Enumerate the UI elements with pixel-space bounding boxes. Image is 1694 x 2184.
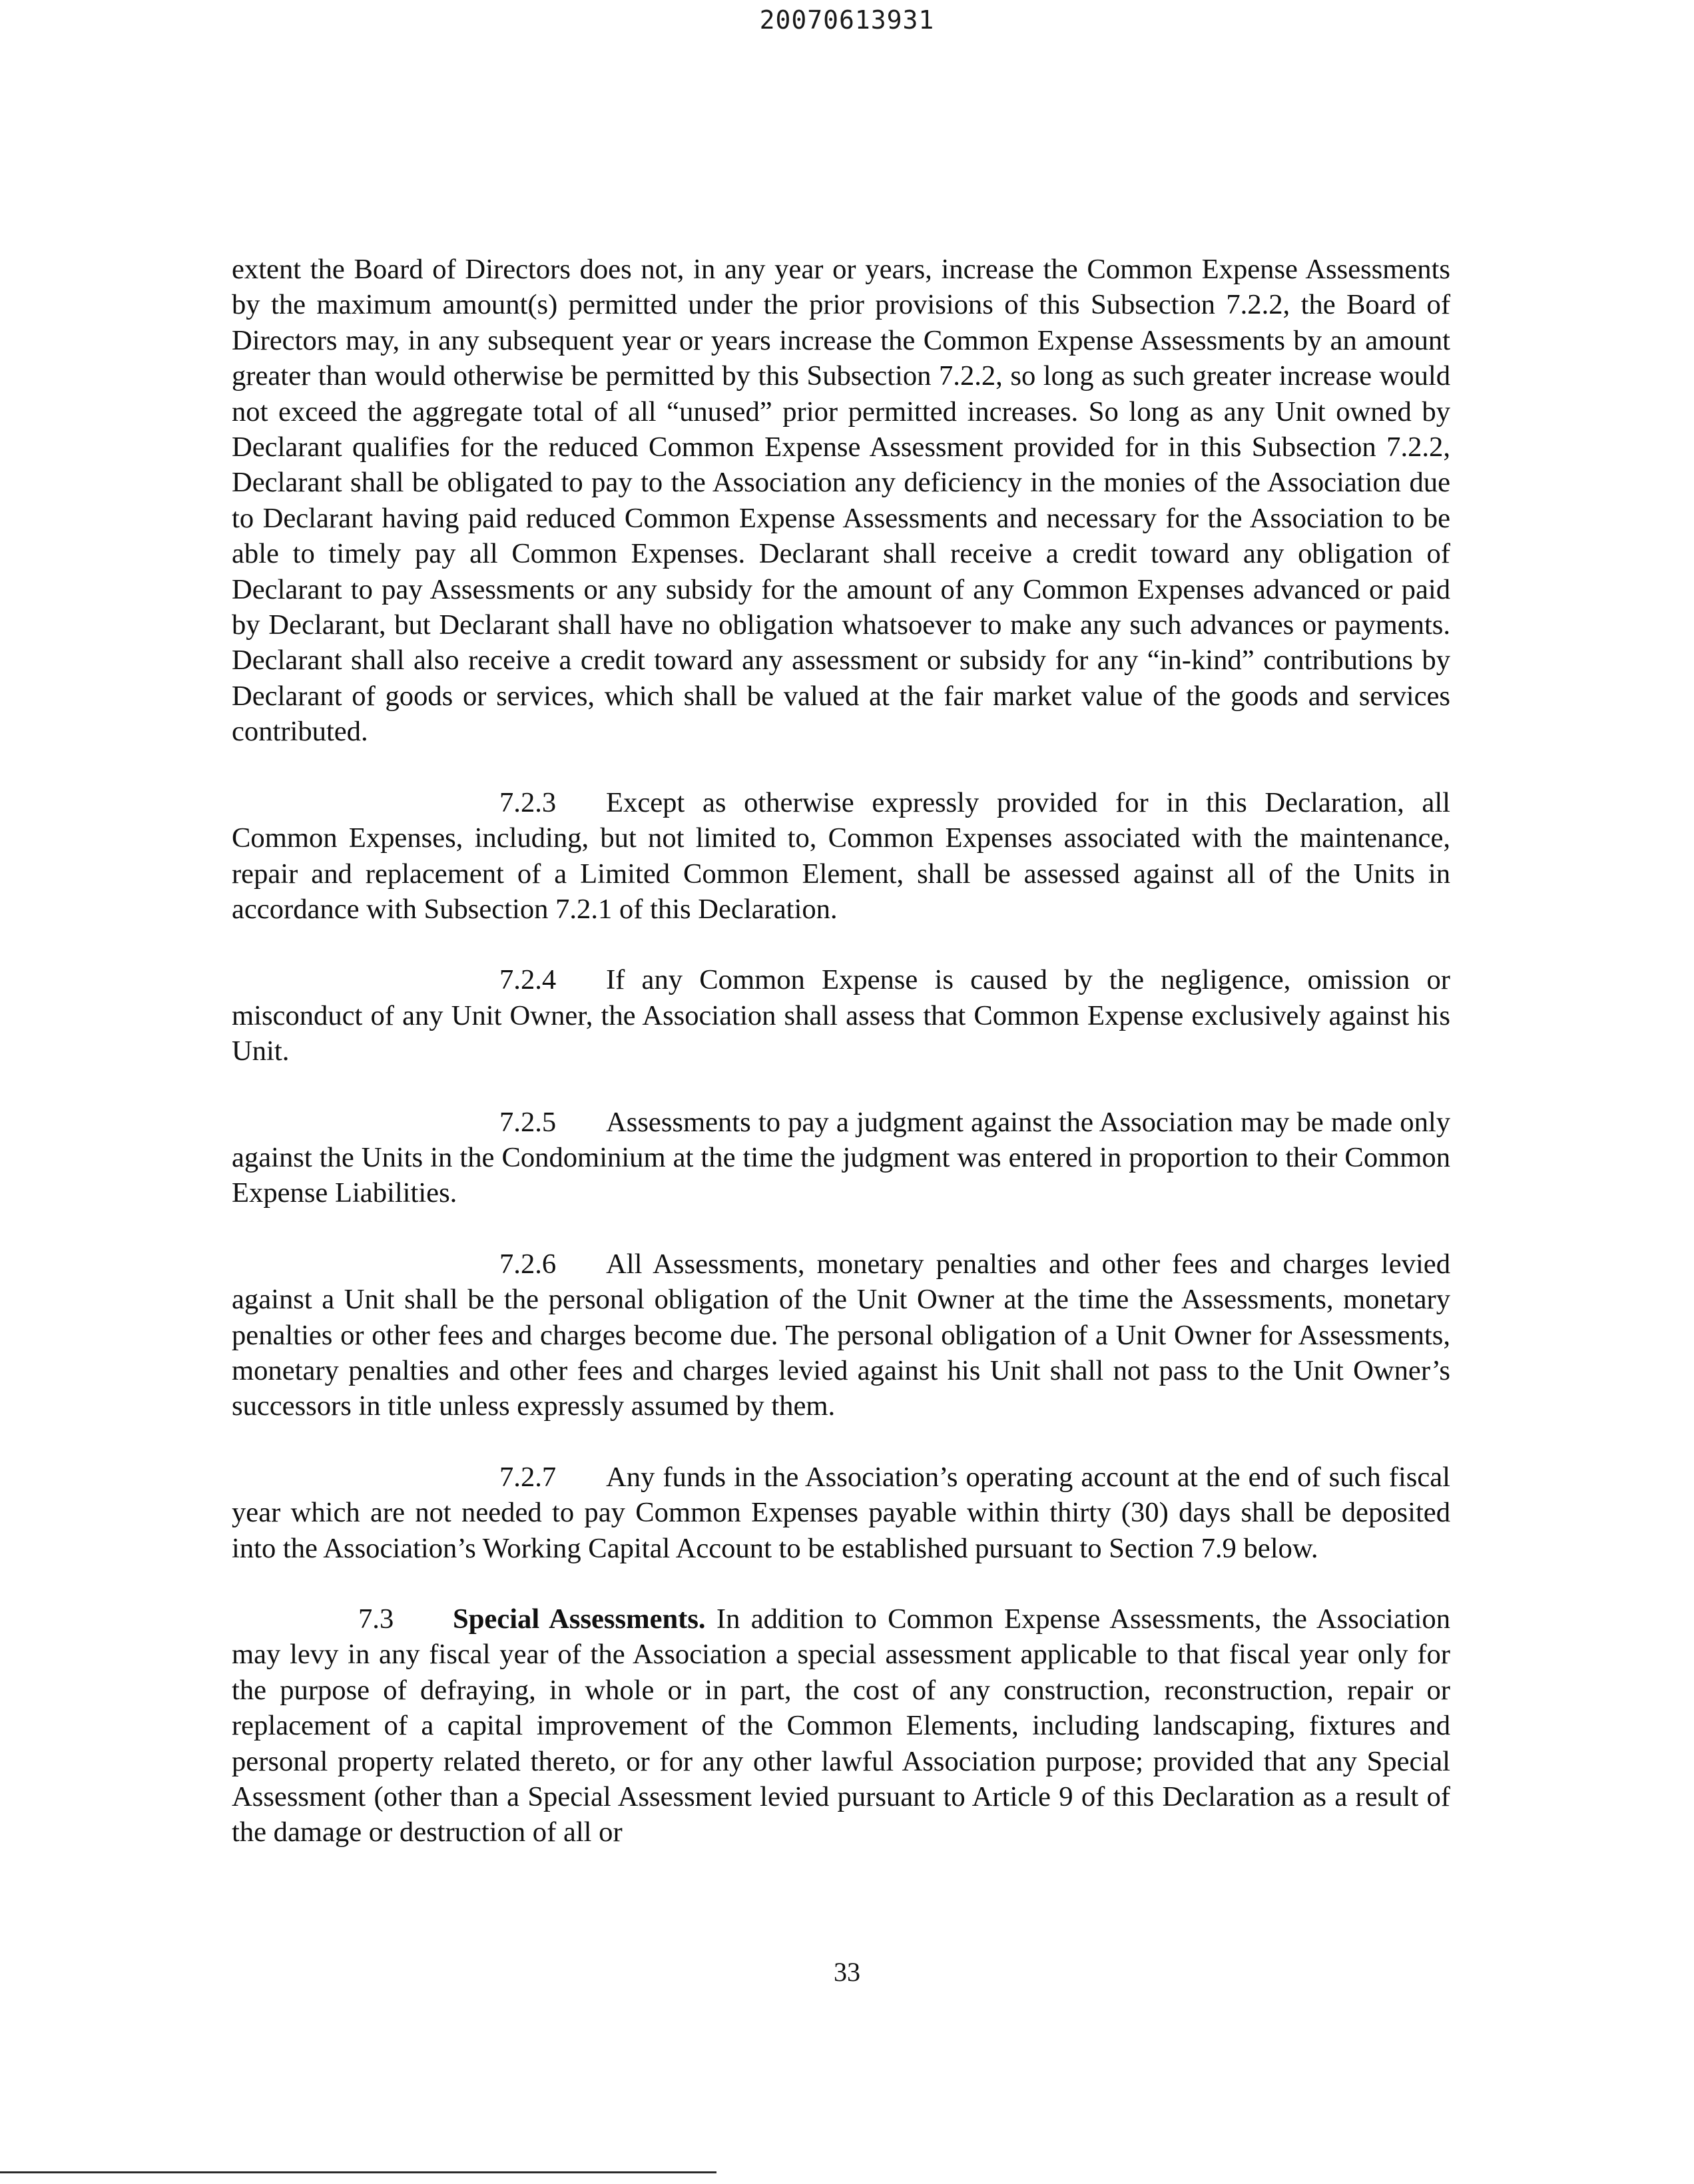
paragraph-continuation: extent the Board of Directors does not, in any year or years, increase the Common Expense Assessments by the maximum amount(s) permitted under the prior provisions of this Subsection 7.2.2, the Board of Directors may, in any subsequent year or years increase the Common Expense Assessments by an amount greater than would otherwise be permitted by this Subsection 7.2.2, so long as such greater increase would not exceed the aggregate total of all “unused” prior permitted increases. So long as any Unit owned by Declarant qualifies for the reduced Common Expense Assessment provided for in this Subsection 7.2.2, Declarant shall be obligated to pay to the Association any deficiency in the monies of the Association due to Declarant having paid reduced Common Expense Assessments and necessary for the Association to be able to timely pay all Common Expenses. Declarant shall receive a credit toward any obligation of Declarant to pay Assessments or any subsidy for the amount of any Common Expenses advanced or paid by Declarant, but Declarant shall have no obligation whatsoever to make any such advances or payments. Declarant shall also receive a credit toward any assessment or subsidy for any “in-kind” contributions by Declarant of goods or services, which shall be valued at the fair market value of the goods and services contributed. bbox=[232, 254, 1450, 748]
paragraph-text: If any Common Expense is caused by the negligence, omission or misconduct of any Unit Owner, the Association shall assess that Common Expense exclusively against his Unit. bbox=[232, 964, 1450, 1067]
paragraph-7-2-6 bbox=[232, 1246, 1450, 1424]
document-number: 20070613931 bbox=[759, 5, 935, 35]
paragraph-7-2-3 bbox=[232, 785, 1450, 928]
paragraph-text: Except as otherwise expressly provided for in this Declaration, all Common Expenses, including, but not limited to, Common Expenses associated with the maintenance, repair and replacement of a Limited Common Element, shall be assessed against all of the Units in accordance with Subsection 7.2.1 of this Declaration. bbox=[232, 786, 1450, 925]
subsection-number: 7.2.3 bbox=[499, 786, 557, 818]
section-number: 7.3 bbox=[358, 1603, 394, 1635]
subsection-number: 7.2.4 bbox=[499, 964, 557, 996]
paragraph-7-3 bbox=[232, 1601, 1450, 1850]
paragraph-text: In addition to Common Expense Assessments, the Association may levy in any fiscal year of the Association a special assessment applicable to that fiscal year only for the purpose of defraying, in whole or in part, the cost of any construction, reconstruction, repair or replacement of a capital improvement of the Common Elements, including landscaping, fixtures and personal property related thereto, or for any other lawful Association purpose; provided that any Special Assessment (other than a Special Assessment levied pursuant to Article 9 of this Declaration as a result of the damage or destruction of all or bbox=[232, 1603, 1450, 1848]
page-number: 33 bbox=[834, 1957, 860, 1987]
subsection-number: 7.2.6 bbox=[499, 1248, 557, 1280]
section-heading: Special Assessments. bbox=[453, 1603, 706, 1635]
document-body bbox=[232, 252, 1450, 1886]
subsection-number: 7.2.5 bbox=[499, 1106, 557, 1138]
paragraph-7-2-7 bbox=[232, 1460, 1450, 1566]
scan-edge-line bbox=[0, 2171, 716, 2173]
paragraph-text: Any funds in the Association’s operating account at the end of such fiscal year which are not needed to pay Common Expenses payable within thirty (30) days shall be deposited into the Association’s Working Capital Account to be established pursuant to Section 7.9 below. bbox=[232, 1461, 1450, 1564]
paragraph-text: Assessments to pay a judgment against the Association may be made only against the Units in the Condominium at the time the judgment was entered in proportion to their Common Expense Liabilities. bbox=[232, 1106, 1450, 1209]
paragraph-text: All Assessments, monetary penalties and other fees and charges levied against a Unit shall be the personal obligation of the Unit Owner at the time the Assessments, monetary penalties or other fees and charges become due. The personal obligation of a Unit Owner for Assessments, monetary penalties and other fees and charges levied against his Unit shall not pass to the Unit Owner’s successors in title unless expressly assumed by them. bbox=[232, 1248, 1450, 1422]
paragraph-7-2-4 bbox=[232, 962, 1450, 1069]
paragraph-7-2-5 bbox=[232, 1105, 1450, 1211]
subsection-number: 7.2.7 bbox=[499, 1461, 557, 1493]
